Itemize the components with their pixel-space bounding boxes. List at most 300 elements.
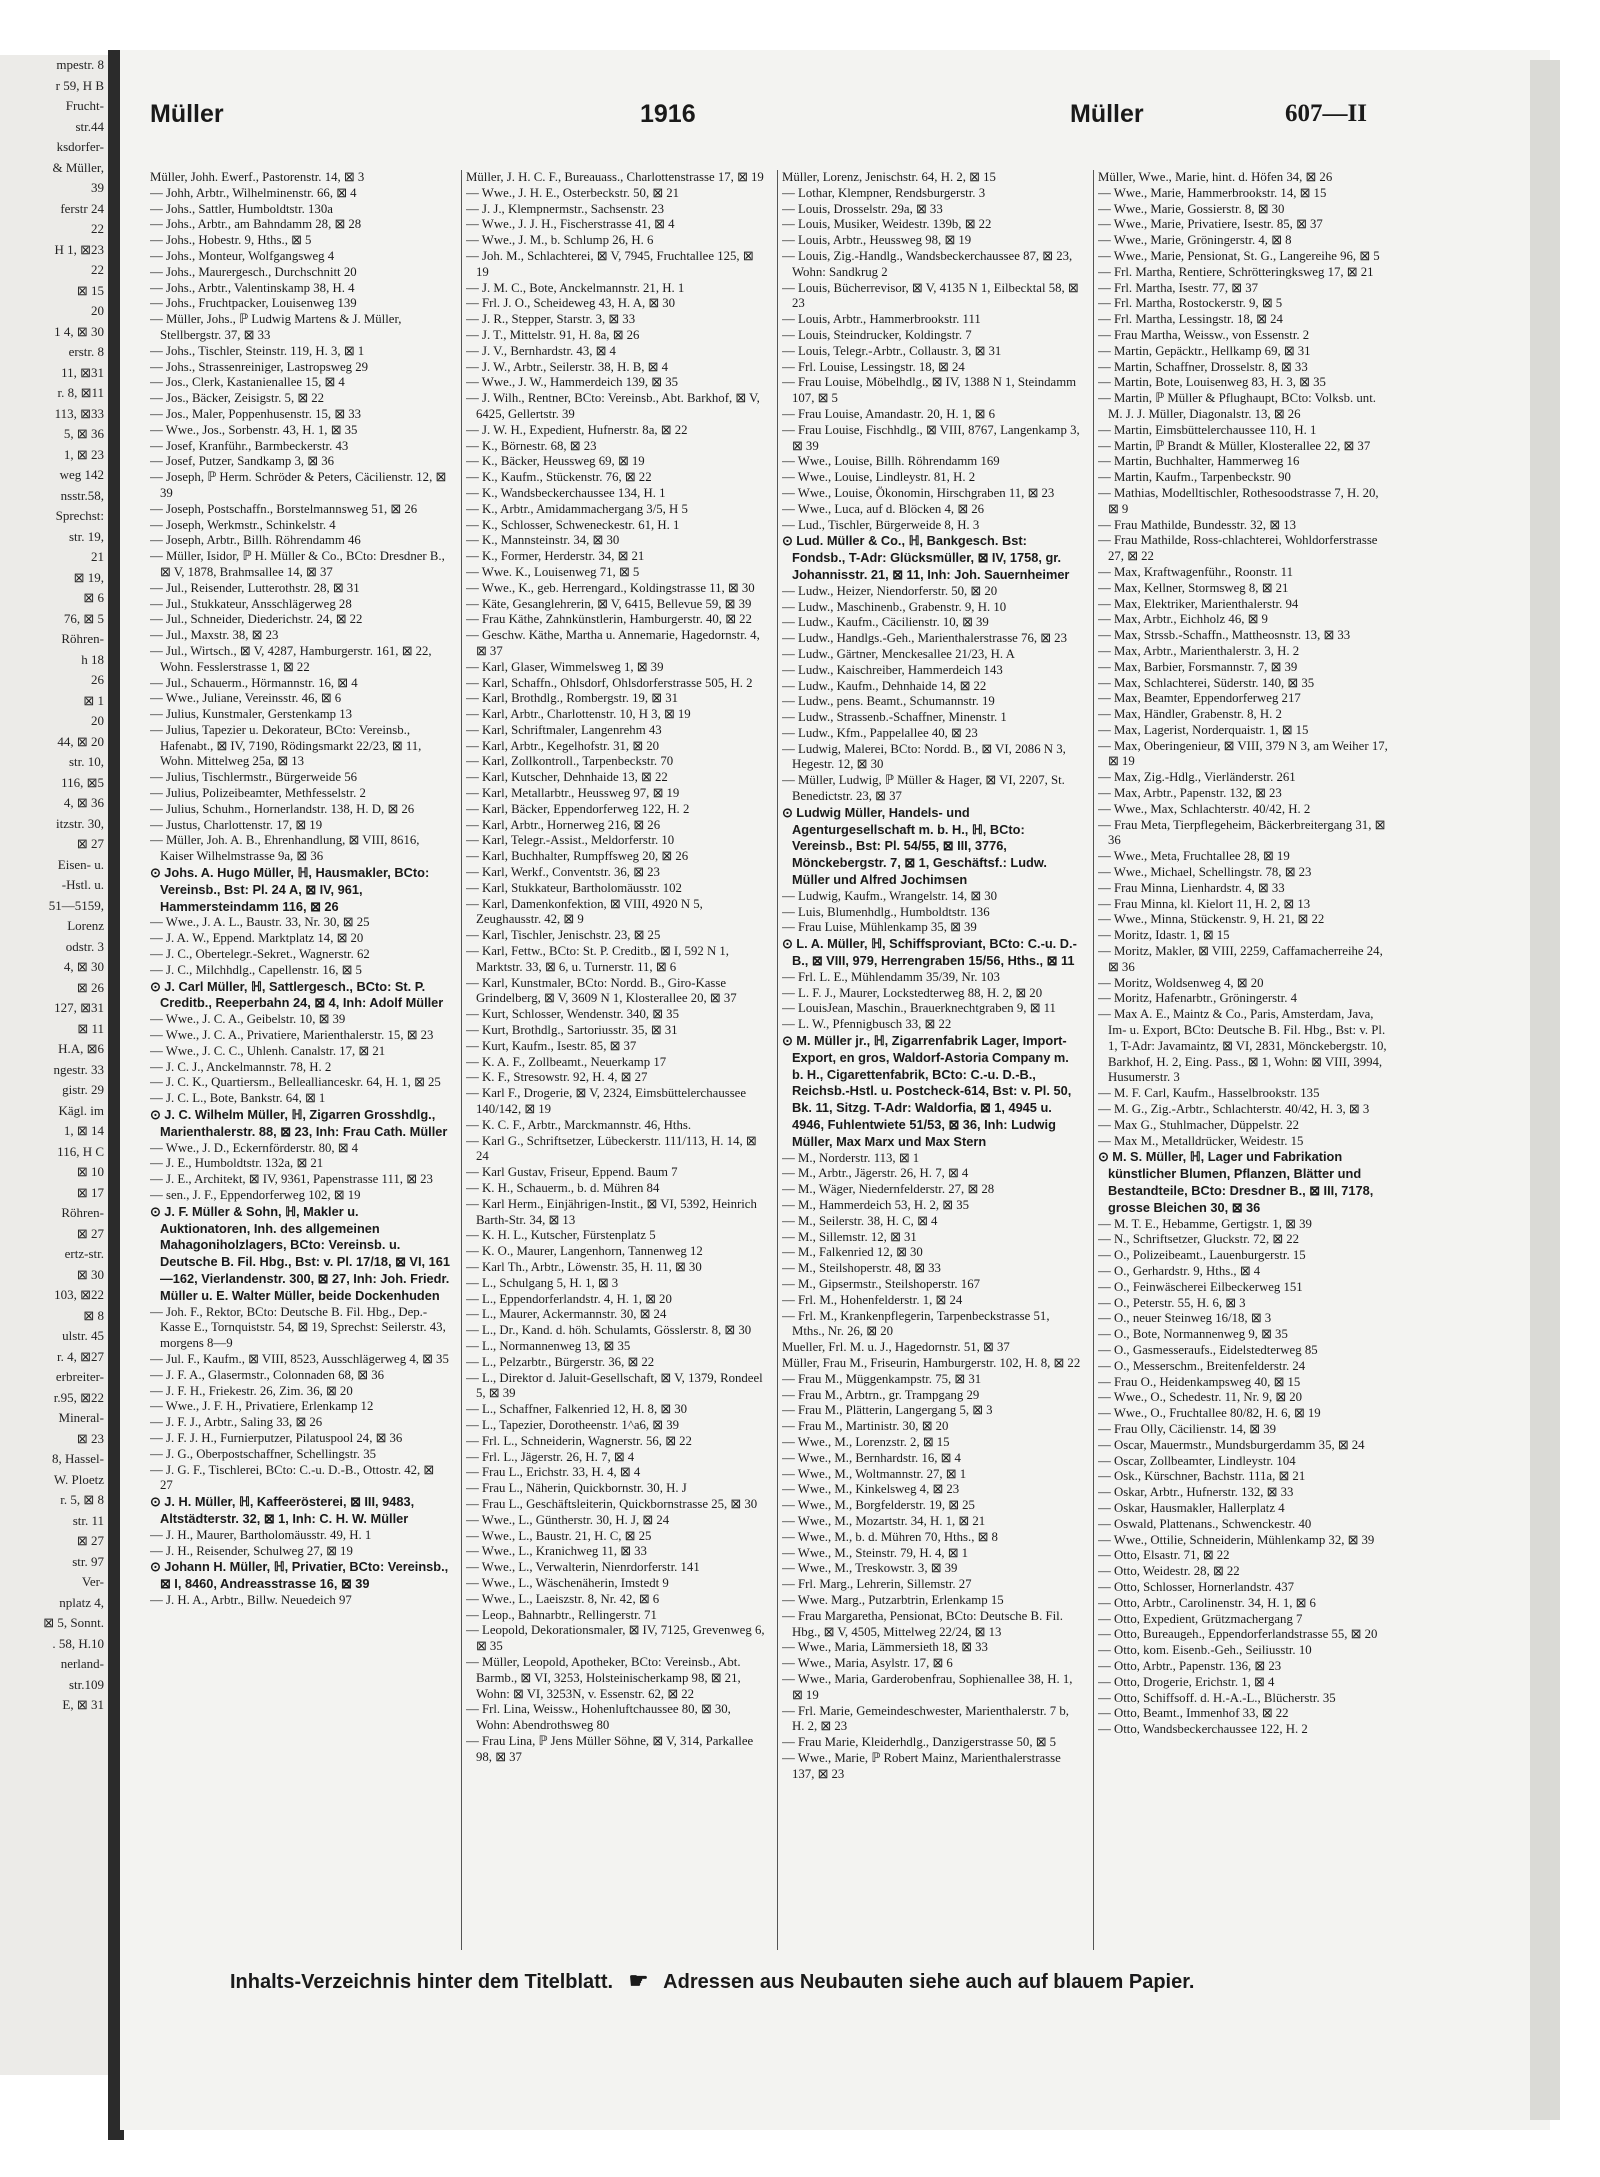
directory-entry: — Wwe., M., Bernhardstr. 16, ⊠ 4: [782, 1450, 961, 1465]
directory-entry: — Frl. Louise, Lessingstr. 18, ⊠ 24: [782, 359, 965, 374]
directory-entry: — Joh. M., Schlachterei, ⊠ V, 7945, Fruchtallee 125, ⊠ 19: [466, 248, 754, 279]
directory-entry: — Julius, Tischlermstr., Bürgerweide 56: [150, 770, 358, 785]
directory-entry: — Wwe., O., Schedestr. 11, Nr. 9, ⊠ 20: [1098, 1390, 1303, 1405]
previous-page-fragment: 1, ⊠ 14: [63, 1123, 104, 1138]
previous-page-fragment: Lorenz: [67, 918, 104, 933]
directory-entry: — Karl, Zollkontroll., Tarpenbeckstr. 70: [466, 754, 674, 769]
directory-entry: — J. W. H., Expedient, Hufnerstr. 8a, ⊠ 22: [466, 422, 688, 437]
directory-entry: — Wwe., Juliane, Vereinsstr. 46, ⊠ 6: [150, 691, 342, 706]
directory-entry: — O., Bote, Normannenweg 9, ⊠ 35: [1098, 1327, 1288, 1342]
directory-entry: — Oskar, Arbtr., Hufnerstr. 132, ⊠ 33: [1098, 1485, 1294, 1500]
directory-entry: — Wwe., J. D., Eckernförderstr. 80, ⊠ 4: [150, 1140, 359, 1155]
directory-entry: — Josef, Putzer, Sandkamp 3, ⊠ 36: [150, 454, 335, 469]
directory-entry: — J. G. F., Tischlerei, BCto: C.-u. D.-B., Ottostr. 42, ⊠ 27: [150, 1462, 435, 1493]
previous-page-fragment: Röhren-: [61, 631, 104, 646]
previous-page-fragment: Sprechst:: [55, 508, 104, 523]
directory-entry: — sen., J. F., Eppendorferweg 102, ⊠ 19: [150, 1188, 361, 1202]
directory-entry: — Frau Mathilde, Ross-chlachterei, Wohldorferstrasse 27, ⊠ 22: [1098, 533, 1378, 564]
directory-entry: — Moritz, Makler, ⊠ VIII, 2259, Caffamacherreihe 24, ⊠ 36: [1098, 944, 1383, 974]
directory-entry: — Otto, Elsastr. 71, ⊠ 22: [1098, 1548, 1230, 1563]
column-divider: [461, 170, 462, 1950]
directory-entry: — Louis, Bücherrevisor, ⊠ V, 4135 N 1, Eilbecktal 58, ⊠ 23: [782, 280, 1079, 311]
directory-entry: — Leop., Bahnarbtr., Rellingerstr. 71: [466, 1607, 657, 1622]
directory-entry: — J. W., Arbtr., Seilerstr. 38, H. B, ⊠ 4: [466, 359, 668, 374]
directory-entry: — Karl, Metallarbtr., Heussweg 97, ⊠ 19: [466, 786, 680, 801]
directory-entry: — Josef, Kranführ., Barmbeckerstr. 43: [150, 438, 349, 453]
directory-entry: — Wwe., M., b. d. Mühren 70, Hths., ⊠ 8: [782, 1529, 998, 1544]
directory-entry: — Otto, Weidestr. 28, ⊠ 22: [1098, 1564, 1240, 1579]
directory-entry: — Frau M., Arbtrn., gr. Trampgang 29: [782, 1387, 980, 1402]
previous-page-fragment: nerland-: [60, 1656, 104, 1671]
previous-page-fragment: str. 10,: [68, 754, 104, 769]
directory-entry: — J. R., Stepper, Starstr. 3, ⊠ 33: [466, 312, 636, 327]
previous-page-fragment: 22: [91, 262, 104, 277]
directory-entry: — Frl. Martha, Rentiere, Schrötteringksweg 17, ⊠ 21: [1098, 264, 1374, 279]
directory-entry: ⊙ Ludwig Müller, Handels- und Agenturgesellschaft m. b. H., ℍ, BCto: Vereinsb., Bst: Pl. 54/55, ⊠ III, 3776, Mönckebergstr. 7, ⊠ 1, Geschäftsf.: Ludw. Müller und Alfred Jochimsen: [782, 804, 1047, 888]
directory-entry: — Wwe., Marie, Hammerbrookstr. 14, ⊠ 15: [1098, 185, 1327, 200]
directory-entry: — Frau M., Plätterin, Langergang 5, ⊠ 3: [782, 1403, 993, 1418]
directory-entry: — Frl. Martha, Lessingstr. 18, ⊠ 24: [1098, 312, 1283, 327]
directory-entry: — Frl. L., Schneiderin, Wagnerstr. 56, ⊠ 22: [466, 1433, 692, 1448]
directory-entry: — Wwe., L., Güntherstr. 30, H. J, ⊠ 24: [466, 1512, 670, 1527]
previous-page-fragment: str. 19,: [68, 528, 104, 544]
directory-entry: ⊙ Johann H. Müller, ℍ, Privatier, BCto: Vereinsb., ⊠ I, 8460, Andreasstrasse 16, ⊠ 39: [150, 1559, 449, 1592]
header-page-number: 607—II: [1285, 100, 1367, 127]
directory-entry: — L., Dr., Kand. d. höh. Schulamts, Gösslerstr. 8, ⊠ 30: [466, 1323, 752, 1338]
directory-entry: — O., Gasmesseraufs., Eidelstedterweg 85: [1098, 1342, 1318, 1357]
directory-entry: — Otto, Schlosser, Hornerlandstr. 437: [1098, 1579, 1295, 1594]
previous-page-fragment: str.109: [68, 1676, 104, 1692]
previous-page-fragment: 116, H C: [57, 1143, 104, 1159]
directory-entry: Müller, Frau M., Friseurin, Hamburgerstr. 102, H. 8, ⊠ 22: [782, 1355, 1081, 1370]
directory-entry: — Ludw., Heizer, Niendorferstr. 50, ⊠ 20: [782, 583, 998, 598]
directory-column-1: [150, 170, 450, 1960]
directory-entry: — Max, Strssb.-Schaffn., Mattheosnstr. 13, ⊠ 33: [1098, 628, 1351, 643]
directory-entry: — Müller, Johs., ℙ Ludwig Martens & J. Müller, Stellbergstr. 37, ⊠ 33: [150, 312, 402, 342]
directory-entry: — Frau Luise, Mühlenkamp 35, ⊠ 39: [782, 920, 977, 935]
previous-page-fragment: Röhren-: [61, 1205, 104, 1220]
directory-entry: — K. O., Maurer, Langenhorn, Tannenweg 12: [466, 1244, 703, 1259]
directory-entry: — Max A. E., Maintz & Co., Paris, Amsterdam, Java, Im- u. Export, BCto: Deutsche B. Fil. Hbg., Bst: v. Pl. 1, T-Adr: Javamaintz, ⊠ VI, 2831, Mönckebergstr. 10, Barkhof, H. 2, Eing. Pass., ⊠ 1, Wohn: ⊠ VIII, 3994, Husumerstr. 3: [1098, 1007, 1387, 1085]
directory-entry: — Wwe., Marie, Pensionat, St. G., Langereihe 96, ⊠ 5: [1098, 248, 1380, 263]
directory-entry: — L., Normannenweg 13, ⊠ 35: [466, 1338, 631, 1353]
previous-page-fragment: ⊠ 17: [76, 1184, 104, 1200]
directory-entry: — Wwe., L., Wäschenäherin, Imstedt 9: [466, 1575, 669, 1590]
directory-entry: — M., Gipsermstr., Steilshoperstr. 167: [782, 1276, 980, 1291]
directory-entry: — Frau M., Martinistr. 30, ⊠ 20: [782, 1419, 949, 1434]
previous-page-fragment: 5, ⊠ 36: [63, 426, 104, 441]
directory-entry: — Joseph, Arbtr., Billh. Röhrendamm 46: [150, 533, 361, 548]
previous-page-edge: [0, 55, 108, 2075]
directory-entry: — Frau Marie, Kleiderhdlg., Danzigerstrasse 50, ⊠ 5: [782, 1735, 1057, 1750]
directory-entry: — Karl F., Drogerie, ⊠ V, 2324, Eimsbüttelerchaussee 140/142, ⊠ 19: [466, 1086, 747, 1117]
directory-entry: — Max, Beamter, Eppendorferweg 217: [1098, 691, 1301, 706]
directory-entry: — K., Bäcker, Heussweg 69, ⊠ 19: [466, 454, 645, 469]
directory-entry: — Frau Olly, Cäcilienstr. 14, ⊠ 39: [1098, 1421, 1277, 1436]
previous-page-fragment: ksdorfer-: [56, 139, 104, 154]
directory-entry: — Oscar, Zollbeamter, Lindleystr. 104: [1098, 1453, 1296, 1468]
previous-page-fragment: ⊠ 26: [76, 979, 104, 995]
directory-entry: — Karl, Bäcker, Eppendorferweg 122, H. 2: [466, 801, 690, 816]
directory-entry: — Jos., Maler, Poppenhusenstr. 15, ⊠ 33: [150, 406, 362, 421]
directory-entry: — Karl, Tischler, Jenischstr. 23, ⊠ 25: [466, 928, 661, 943]
previous-page-fragment: W. Ploetz: [53, 1471, 104, 1487]
directory-entry: — Jul., Schneider, Diederichstr. 24, ⊠ 22: [150, 612, 363, 627]
previous-page-fragment: 20: [91, 713, 104, 728]
footer-new-buildings-note: Adressen aus Neubauten siehe auch auf blauem Papier.: [663, 1971, 1195, 1993]
directory-entry: — M. G., Zig.-Arbtr., Schlachterstr. 40/42, H. 3, ⊠ 3: [1098, 1102, 1370, 1117]
page-stack-edge: [1530, 60, 1560, 2120]
header-right-name: Müller: [1070, 100, 1144, 128]
directory-entry: — Wwe., J. M., b. Schlump 26, H. 6: [466, 233, 654, 248]
directory-entry: — Ludw., Handlgs.-Geh., Marienthalerstrasse 76, ⊠ 23: [782, 631, 1067, 646]
previous-page-fragment: ⊠ 10: [76, 1164, 104, 1179]
directory-entry: ⊙ L. A. Müller, ℍ, Schiffsproviant, BCto: C.-u. D.-B., ⊠ VIII, 979, Herrengraben 15/56, Hths., ⊠ 11: [782, 936, 1077, 969]
directory-entry: — Karl, Buchhalter, Rumpffsweg 20, ⊠ 26: [466, 849, 689, 864]
directory-entry: — Ludw., pens. Beamt., Schumannstr. 19: [782, 694, 995, 709]
directory-entry: — Jos., Clerk, Kastanienallee 15, ⊠ 4: [150, 375, 345, 390]
directory-entry: — Wwe., Maria, Lämmersieth 18, ⊠ 33: [782, 1640, 988, 1655]
previous-page-fragment: Kägl. im: [58, 1102, 104, 1118]
directory-entry: — O., Feinwäscherei Eilbeckerweg 151: [1098, 1279, 1303, 1294]
previous-page-fragment: 11, ⊠31: [61, 364, 104, 380]
directory-entry: — Johs., Maurergesch., Durchschnitt 20: [150, 264, 357, 279]
directory-entry: — Wwe., M., Lorenzstr. 2, ⊠ 15: [782, 1434, 950, 1449]
directory-entry: — Max, Schlachterei, Süderstr. 140, ⊠ 35: [1098, 675, 1315, 690]
previous-page-fragment: ferstr 24: [60, 200, 104, 216]
previous-page-fragment: 4, ⊠ 30: [63, 959, 104, 974]
directory-entry: — Frau Minna, kl. Kielort 11, H. 2, ⊠ 13: [1098, 896, 1311, 911]
previous-page-fragment: 8, Hassel-: [52, 1451, 104, 1466]
directory-entry: — Wwe., L., Laeiszstr. 8, Nr. 42, ⊠ 6: [466, 1591, 660, 1606]
directory-entry: — Karl Herm., Einjährigen-Instit., ⊠ VI, 5392, Heinrich Barth-Str. 34, ⊠ 13: [466, 1196, 757, 1227]
directory-entry: — Johs., Monteur, Wolfgangsweg 4: [150, 248, 335, 263]
directory-entry: — Frau Louise, Fischhdlg., ⊠ VIII, 8767, Langenkamp 3, ⊠ 39: [782, 422, 1080, 453]
previous-page-fragment: 39: [91, 180, 104, 195]
directory-entry: — Wwe., Max, Schlachterstr. 40/42, H. 2: [1098, 801, 1311, 816]
previous-page-fragment: . 58, H.10: [52, 1635, 104, 1651]
directory-entry: — Müller, Isidor, ℙ H. Müller & Co., BCto: Dresdner B., ⊠ V, 1878, Brahmsallee 14, ⊠ 37: [150, 549, 445, 579]
directory-entry: ⊙ M. S. Müller, ℍ, Lager und Fabrikation künstlicher Blumen, Pflanzen, Blätter und Bestandteile, BCto: Dresdner B., ⊠ III, 7178, grosse Bleichen 30, ⊠ 36: [1098, 1149, 1374, 1215]
directory-entry: — J. C. L., Bote, Bankstr. 64, ⊠ 1: [150, 1091, 326, 1106]
directory-entry: — Ludw., Gärtner, Menckesallee 21/23, H. A: [782, 646, 1015, 661]
directory-entry: — Louis, Steindrucker, Koldingstr. 7: [782, 327, 972, 342]
directory-entry: Müller, J. H. C. F., Bureauass., Charlottenstrasse 17, ⊠ 19: [466, 170, 764, 184]
directory-entry: — Wwe., J. A. L., Baustr. 33, Nr. 30, ⊠ 25: [150, 915, 370, 930]
directory-entry: ⊙ J. C. Wilhelm Müller, ℍ, Zigarren Grosshdlg., Marienthalerstr. 88, ⊠ 23, Inh: Frau Cath. Müller: [150, 1107, 448, 1139]
directory-entry: — Otto, kom. Eisenb.-Geh., Seiliusstr. 10: [1098, 1643, 1312, 1658]
directory-entry: — Wwe., J. F. H., Privatiere, Erlenkamp 12: [150, 1399, 374, 1414]
directory-entry: — Karl, Kunstmaler, BCto: Nordd. B., Giro-Kasse Grindelberg, ⊠ V, 3609 N 1, Klosterallee 20, ⊠ 37: [466, 975, 737, 1006]
previous-page-fragment: ulstr. 45: [62, 1328, 104, 1343]
directory-entry: — Moritz, Idastr. 1, ⊠ 15: [1098, 928, 1230, 943]
directory-entry: — Johs., Arbtr., am Bahndamm 28, ⊠ 28: [150, 217, 362, 232]
directory-entry: — L., Direktor d. Jaluit-Gesellschaft, ⊠ V, 1379, Rondeel 5, ⊠ 39: [466, 1370, 763, 1401]
directory-entry: — K., Mannsteinstr. 34, ⊠ 30: [466, 533, 620, 548]
header-year: 1916: [640, 100, 696, 128]
directory-entry: — Wwe. K., Louisenweg 71, ⊠ 5: [466, 564, 640, 579]
directory-entry: — Wwe., O., Fruchtallee 80/82, H. 6, ⊠ 19: [1098, 1406, 1321, 1421]
directory-entry: — Johh, Arbtr., Wilhelminenstr. 66, ⊠ 4: [150, 185, 357, 200]
directory-entry: — Johs., Fruchtpacker, Louisenweg 139: [150, 296, 357, 311]
directory-entry: — K., Schlosser, Schweneckestr. 61, H. 1: [466, 517, 680, 532]
directory-entry: — Martin, Gepäcktr., Hellkamp 69, ⊠ 31: [1098, 343, 1311, 358]
directory-entry: — Karl, Werkf., Conventstr. 36, ⊠ 23: [466, 865, 660, 880]
directory-entry: — O., neuer Steinweg 16/18, ⊠ 3: [1098, 1311, 1272, 1326]
directory-entry: — Wwe., Meta, Fruchtallee 28, ⊠ 19: [1098, 849, 1290, 864]
previous-page-fragment: ⊠ 11: [77, 1020, 104, 1036]
directory-entry: — Jul., Maxstr. 38, ⊠ 23: [150, 628, 279, 643]
directory-entry: — Wwe., J. C. A., Geibelstr. 10, ⊠ 39: [150, 1012, 346, 1027]
directory-entry: Müller, Johh. Ewerf., Pastorenstr. 14, ⊠ 3: [150, 170, 365, 184]
directory-entry: — Frau Louise, Möbelhdlg., ⊠ IV, 1388 N 1, Steindamm 107, ⊠ 5: [782, 375, 1077, 406]
directory-entry: — O., Gerhardstr. 9, Hths., ⊠ 4: [1098, 1263, 1261, 1278]
directory-entry: — Joh. F., Rektor, BCto: Deutsche B. Fil. Hbg., Dep.-Kasse E., Tornquiststr. 54, ⊠ 19, Sprechst: Seilerstr. 43, morgens 8—9: [150, 1304, 446, 1351]
previous-page-fragment: ⊠ 19,: [73, 569, 104, 585]
directory-entry: — Max, Lagerist, Norderquaistr. 1, ⊠ 15: [1098, 722, 1309, 737]
directory-entry: — Max, Arbtr., Marienthalerstr. 3, H. 2: [1098, 643, 1300, 658]
directory-entry: — Moritz, Woldsenweg 4, ⊠ 20: [1098, 975, 1264, 990]
directory-entry: — Frau Meta, Tierpflegeheim, Bäckerbreitergang 31, ⊠ 36: [1098, 817, 1386, 848]
directory-entry: ⊙ J. F. Müller & Sohn, ℍ, Makler u. Auktionatoren, Inh. des allgemeinen Mahagoniholzlagers, BCto: Vereinsb. u. Deutsche B. Fil. Hbg., Bst: v. Pl. 17/18, ⊠ VI, 161—162, Vierlandenstr. 300, ⊠ 27, Inh: Joh. Friedr. Müller u. E. Walter Müller, beide Dockenhuden: [150, 1203, 450, 1303]
directory-entry: — J. J., Klempnermstr., Sachsenstr. 23: [466, 201, 664, 216]
directory-entry: — Johs., Tischler, Steinstr. 119, H. 3, ⊠ 1: [150, 343, 365, 358]
directory-entry: — Oswald, Plattenans., Schwenckestr. 40: [1098, 1516, 1312, 1531]
directory-entry: — O., Peterstr. 55, H. 6, ⊠ 3: [1098, 1295, 1246, 1310]
directory-entry: — L. F. J., Maurer, Lockstedterweg 88, H. 2, ⊠ 20: [782, 985, 1043, 1000]
directory-entry: — M., Hammerdeich 53, H. 2, ⊠ 35: [782, 1198, 970, 1212]
directory-entry: Müller, Lorenz, Jenischstr. 64, H. 2, ⊠ 15: [782, 170, 996, 184]
directory-entry: — L., Schaffner, Falkenried 12, H. 8, ⊠ 30: [466, 1402, 688, 1417]
directory-entry: — Otto, Wandsbeckerchaussee 122, H. 2: [1098, 1722, 1308, 1737]
directory-entry: — M., Sillemstr. 12, ⊠ 31: [782, 1229, 917, 1244]
directory-entry: — Ludwig, Malerei, BCto: Nordd. B., ⊠ VI, 2086 N 3, Hegestr. 12, ⊠ 30: [782, 741, 1066, 772]
directory-entry: — Wwe., Minna, Stückenstr. 9, H. 21, ⊠ 22: [1098, 912, 1325, 927]
directory-entry: — Jul., Reisender, Lutterothstr. 28, ⊠ 31: [150, 580, 360, 595]
directory-entry: — J. F. H., Friekestr. 26, Zim. 36, ⊠ 20: [150, 1383, 353, 1398]
header-left-name: Müller: [150, 100, 224, 128]
directory-entry: — Wwe., J. W., Hammerdeich 139, ⊠ 35: [466, 375, 679, 390]
previous-page-fragment: ⊠ 27: [76, 1533, 104, 1548]
previous-page-fragment: 103, ⊠22: [54, 1287, 104, 1302]
directory-entry: — Frl. L., Jägerstr. 26, H. 7, ⊠ 4: [466, 1449, 635, 1464]
directory-entry: — Wwe., Marie, Gröningerstr. 4, ⊠ 8: [1098, 233, 1292, 248]
directory-entry: — Martin, ℙ Brandt & Müller, Klosterallee 22, ⊠ 37: [1098, 438, 1371, 453]
directory-entry: — Karl Th., Arbtr., Löwenstr. 35, H. 11, ⊠ 30: [466, 1259, 702, 1274]
previous-page-fragment: erstr. 8: [68, 344, 104, 359]
directory-column-2: [466, 170, 766, 1960]
directory-entry: — Frl. Marg., Lehrerin, Sillemstr. 27: [782, 1577, 972, 1592]
directory-entry: — M., Wäger, Niedernfelderstr. 27, ⊠ 28: [782, 1182, 995, 1197]
directory-entry: — Johs., Strassenreiniger, Lastropsweg 29: [150, 359, 369, 374]
directory-entry: — Louis, Zig.-Handlg., Wandsbeckerchaussee 87, ⊠ 23, Wohn: Sandkrug 2: [782, 248, 1073, 279]
directory-entry: — L., Tapezier, Dorotheenstr. 1^a6, ⊠ 39: [466, 1417, 680, 1432]
directory-entry: — Frau Minna, Lienhardstr. 4, ⊠ 33: [1098, 880, 1285, 895]
pointing-hand-icon: ☛: [628, 1968, 649, 1993]
directory-entry: — Wwe., Michael, Schellingstr. 78, ⊠ 23: [1098, 865, 1312, 880]
previous-page-fragment: 76, ⊠ 5: [63, 610, 104, 626]
directory-entry: — Joseph, ℙ Herm. Schröder & Peters, Cäcilienstr. 12, ⊠ 39: [150, 470, 447, 500]
previous-page-fragment: 127, ⊠31: [54, 1000, 104, 1015]
directory-entry: — Luis, Blumenhdlg., Humboldtstr. 136: [782, 904, 990, 919]
directory-entry: — Johs., Hobestr. 9, Hths., ⊠ 5: [150, 233, 312, 248]
previous-page-fragment: H 1, ⊠23: [54, 241, 104, 257]
directory-entry: — J. C. J., Anckelmannstr. 78, H. 2: [150, 1059, 332, 1074]
directory-entry: — Wwe., Louise, Lindleystr. 81, H. 2: [782, 470, 976, 485]
directory-entry: — Wwe., Louise, Billh. Röhrendamm 169: [782, 454, 1000, 469]
directory-entry: — Otto, Schiffsoff. d. H.-A.-L., Blücherstr. 35: [1098, 1690, 1336, 1705]
directory-entry: Mueller, Frl. M. u. J., Hagedornstr. 51, ⊠ 37: [782, 1340, 1010, 1355]
directory-entry: — Ludw., Kaischreiber, Hammerdeich 143: [782, 662, 1003, 677]
directory-entry: — Kurt, Schlosser, Wendenstr. 340, ⊠ 35: [466, 1007, 679, 1022]
directory-entry: — Ludwig, Kaufm., Wrangelstr. 14, ⊠ 30: [782, 888, 998, 903]
previous-page-fragment: 44, ⊠ 20: [57, 733, 104, 749]
directory-entry: — Max, Kellner, Stormsweg 8, ⊠ 21: [1098, 580, 1289, 595]
previous-page-fragment: str.44: [75, 118, 104, 134]
directory-entry: — Martin, Kaufm., Tarpenbeckstr. 90: [1098, 470, 1291, 485]
previous-page-fragment: ⊠ 5, Sonnt.: [43, 1615, 104, 1630]
previous-page-fragment: gistr. 29: [62, 1082, 104, 1097]
previous-page-fragment: r 59, H B: [55, 77, 104, 93]
directory-entry: — L., Eppendorferlandstr. 4, H. 1, ⊠ 20: [466, 1291, 672, 1306]
column-divider: [777, 170, 778, 1950]
directory-entry: — Frl. J. O., Scheideweg 43, H. A, ⊠ 30: [466, 296, 676, 311]
previous-page-fragment: Eisen- u.: [57, 856, 104, 872]
directory-entry: — Max, Händler, Grabenstr. 8, H. 2: [1098, 707, 1282, 722]
directory-entry: — Johs., Sattler, Humboldtstr. 130a: [150, 201, 333, 216]
previous-page-fragment: h 18: [81, 651, 104, 667]
directory-entry: — Otto, Arbtr., Carolinenstr. 34, H. 1, ⊠ 6: [1098, 1595, 1316, 1610]
directory-entry: — Frau Käthe, Zahnkünstlerin, Hamburgerstr. 40, ⊠ 22: [466, 612, 752, 627]
directory-entry: — Frl. M., Hohenfelderstr. 1, ⊠ 24: [782, 1292, 963, 1307]
directory-entry: — Ludw., Kfm., Pappelallee 40, ⊠ 23: [782, 725, 978, 740]
directory-entry: — Geschw. Käthe, Martha u. Annemarie, Hagedornstr. 4, ⊠ 37: [466, 628, 760, 658]
directory-entry: — Julius, Tapezier u. Dekorateur, BCto: Vereinsb., Hafenabt., ⊠ IV, 7190, Rödingsmarkt 22/23, ⊠ 11, Wohn. Mittelweg 25a, ⊠ 13: [150, 722, 422, 769]
directory-entry: — L., Schulgang 5, H. 1, ⊠ 3: [466, 1275, 619, 1290]
directory-entry: — Osk., Kürschner, Bachstr. 111a, ⊠ 21: [1098, 1469, 1306, 1484]
previous-page-fragment: odstr. 3: [65, 938, 104, 954]
directory-entry: — Karl, Schriftmaler, Langenrehm 43: [466, 722, 662, 737]
directory-entry: — Karl, Telegr.-Assist., Meldorferstr. 10: [466, 833, 675, 848]
directory-entry: — Wwe., Luca, auf d. Blöcken 4, ⊠ 26: [782, 501, 985, 516]
directory-entry: — Frl. Martha, Isestr. 77, ⊠ 37: [1098, 280, 1259, 295]
directory-entry: — Max G., Stuhlmacher, Düppelstr. 22: [1098, 1117, 1300, 1132]
directory-entry: — Frau L., Näherin, Quickbornstr. 30, H. J: [466, 1481, 687, 1496]
directory-entry: ⊙ Johs. A. Hugo Müller, ℍ, Hausmakler, BCto: Vereinsb., Bst: Pl. 24 A, ⊠ IV, 961, Hammersteindamm 116, ⊠ 26: [150, 865, 430, 914]
directory-entry: — Martin, ℙ Müller & Pflughaupt, BCto: Volksb. unt. M. J. J. Müller, Diagonalstr. 13, ⊠ 26: [1098, 391, 1376, 421]
previous-page-fragment: ⊠ 30: [76, 1266, 104, 1282]
directory-entry: — Frau L., Erichstr. 33, H. 4, ⊠ 4: [466, 1465, 641, 1480]
previous-page-fragment: nsstr.58,: [60, 487, 104, 503]
directory-entry: — Otto, Beamt., Immenhof 33, ⊠ 22: [1098, 1706, 1289, 1721]
directory-entry: — Wwe., Jos., Sorbenstr. 43, H. 1, ⊠ 35: [150, 422, 358, 437]
directory-entry: — Karl Gustav, Friseur, Eppend. Baum 7: [466, 1165, 678, 1180]
directory-entry: — Louis, Telegr.-Arbtr., Collaustr. 3, ⊠ 31: [782, 343, 1002, 358]
directory-entry: — K., Former, Herderstr. 34, ⊠ 21: [466, 549, 645, 564]
directory-entry: — Max, Arbtr., Eichholz 46, ⊠ 9: [1098, 612, 1268, 627]
previous-page-fragment: 51—5159,: [48, 897, 104, 913]
directory-entry: — Kurt, Kaufm., Isestr. 85, ⊠ 37: [466, 1038, 637, 1053]
directory-entry: — J. G., Oberpostschaffner, Schellingstr. 35: [150, 1446, 377, 1461]
directory-entry: — J. H. A., Arbtr., Billw. Neuedeich 97: [150, 1592, 352, 1607]
directory-entry: — Frau Martha, Weissw., von Essenstr. 2: [1098, 327, 1310, 342]
directory-entry: — J. C., Obertelegr.-Sekret., Wagnerstr. 62: [150, 947, 370, 962]
previous-page-fragment: Ver-: [81, 1574, 104, 1589]
directory-entry: — J. C. K., Quartiersm., Belleallianceskr. 64, H. 1, ⊠ 25: [150, 1075, 441, 1090]
directory-entry: — Wwe., Maria, Asylstr. 17, ⊠ 6: [782, 1656, 953, 1671]
directory-entry: — K. H. L., Kutscher, Fürstenplatz 5: [466, 1228, 656, 1243]
directory-entry: — Mathias, Modelltischler, Rothesoodstrasse 7, H. 20, ⊠ 9: [1098, 485, 1379, 516]
previous-page-fragment: ⊠ 8: [83, 1307, 104, 1323]
directory-entry: — J. H., Reisender, Schulweg 27, ⊠ 19: [150, 1543, 353, 1558]
directory-entry: — M., Arbtr., Jägerstr. 26, H. 7, ⊠ 4: [782, 1166, 969, 1181]
directory-entry: — L., Pelzarbtr., Bürgerstr. 36, ⊠ 22: [466, 1354, 655, 1369]
directory-entry: — Wwe., J. C. C., Uhlenh. Canalstr. 17, ⊠ 21: [150, 1043, 386, 1058]
directory-entry: — K., Wandsbeckerchaussee 134, H. 1: [466, 485, 666, 500]
directory-entry: — Frau O., Heidenkampsweg 40, ⊠ 15: [1098, 1374, 1301, 1389]
directory-entry: — Karl, Arbtr., Charlottenstr. 10, H 3, ⊠ 19: [466, 707, 691, 722]
previous-page-fragment: 20: [91, 303, 104, 318]
directory-entry: — Wwe. Marg., Putzarbtrin, Erlenkamp 15: [782, 1592, 1004, 1607]
previous-page-fragment: 26: [91, 672, 104, 687]
directory-entry: — Frau M., Müggenkampstr. 75, ⊠ 31: [782, 1371, 982, 1386]
directory-entry: ⊙ M. Müller jr., ℍ, Zigarrenfabrik Lager, Import-Export, en gros, Waldorf-Astoria Company m. b. H., Cigarettenfabrik, BCto: C.-u. D.-B., Reichsb.-Hstl. u. Postcheck-614, Bst: v. Pl. 50, Bk. 11, Sitzg. T-Adr: Waldorfia, ⊠ 1, 4945 u. 4946, Fuhlentwiete 51/53, ⊠ 36, Inh: Ludwig Müller, Max Marx und Max Stern: [782, 1033, 1072, 1149]
directory-entry: — Max, Arbtr., Papenstr. 132, ⊠ 23: [1098, 786, 1282, 801]
previous-page-fragment: 116, ⊠5: [61, 774, 104, 790]
directory-entry: — Frl. M., Krankenpflegerin, Tarpenbeckstrasse 51, Mths., Nr. 26, ⊠ 20: [782, 1308, 1050, 1339]
page-header: [150, 100, 1380, 136]
directory-entry: — K., Börnestr. 68, ⊠ 23: [466, 438, 597, 453]
directory-entry: — Louis, Arbtr., Hammerbrookstr. 111: [782, 312, 981, 327]
directory-entry: — Max, Zig.-Hdlg., Vierländerstr. 261: [1098, 770, 1296, 785]
directory-entry: ⊙ Lud. Müller & Co., ℍ, Bankgesch. Bst: Fondsb., T-Adr: Glücksmüller, ⊠ IV, 1758, gr. Johannisstr. 21, ⊠ 11, Inh: Joh. Sauernheimer: [782, 533, 1070, 582]
directory-entry: — K. F., Stresowstr. 92, H. 4, ⊠ 27: [466, 1070, 648, 1085]
directory-entry: — Wwe., Marie, Privatiere, Isestr. 85, ⊠ 37: [1098, 217, 1323, 232]
previous-page-fragment: str. 11: [72, 1512, 104, 1528]
directory-entry: — O., Messerschm., Breitenfelderstr. 24: [1098, 1358, 1306, 1373]
directory-entry: — J. M. C., Bote, Anckelmannstr. 21, H. 1: [466, 280, 685, 295]
directory-entry: — Johs., Arbtr., Valentinskamp 38, H. 4: [150, 280, 355, 295]
directory-entry: — Jul., Schauerm., Hörmannstr. 16, ⊠ 4: [150, 675, 358, 690]
directory-entry: — Joseph, Werkmstr., Schinkelstr. 4: [150, 517, 336, 532]
directory-entry: — M. T. E., Hebamme, Gertigstr. 1, ⊠ 39: [1098, 1216, 1312, 1231]
previous-page-fragment: 113, ⊠33: [54, 405, 104, 421]
directory-entry: — N., Schriftsetzer, Gluckstr. 72, ⊠ 22: [1098, 1232, 1300, 1247]
directory-entry: — J. C., Milchhdlg., Capellenstr. 16, ⊠ 5: [150, 962, 362, 977]
directory-entry: — Frl. Lina, Weissw., Hohenluftchaussee 80, ⊠ 30, Wohn: Abendrothsweg 80: [466, 1702, 731, 1733]
previous-page-fragment: 21: [91, 549, 104, 564]
directory-entry: — Wwe., J. H. E., Osterbeckstr. 50, ⊠ 21: [466, 185, 680, 200]
directory-entry: — J. Wilh., Rentner, BCto: Vereinsb., Abt. Barkhof, ⊠ V, 6425, Gellertstr. 39: [466, 391, 760, 421]
previous-page-fragment: weg 142: [59, 467, 104, 482]
directory-entry: — Martin, Schaffner, Drosselstr. 8, ⊠ 33: [1098, 359, 1308, 374]
directory-entry: — Frau Lina, ℙ Jens Müller Söhne, ⊠ V, 314, Parkallee 98, ⊠ 37: [466, 1733, 754, 1764]
directory-entry: — Oscar, Mauermstr., Mundsburgerdamm 35, ⊠ 24: [1098, 1437, 1365, 1452]
directory-entry: — Jul., Wirtsch., ⊠ V, 4287, Hamburgerstr. 161, ⊠ 22, Wohn. Fesslerstrasse 1, ⊠ 22: [150, 643, 432, 674]
directory-entry: — Karl G., Schriftsetzer, Lübeckerstr. 111/113, H. 14, ⊠ 24: [466, 1133, 757, 1164]
previous-page-fragment: 1 4, ⊠ 30: [54, 323, 104, 339]
directory-entry: — M., Steilshoperstr. 48, ⊠ 33: [782, 1261, 941, 1276]
directory-entry: — Moritz, Hafenarbtr., Gröningerstr. 4: [1098, 991, 1298, 1006]
directory-entry: — Kurt, Brothdlg., Sartoriusstr. 35, ⊠ 31: [466, 1023, 678, 1038]
previous-page-fragment: str. 97: [72, 1553, 104, 1569]
previous-page-fragment: ngestr. 33: [53, 1061, 104, 1077]
directory-entry: — K. H., Schauerm., b. d. Mühren 84: [466, 1181, 660, 1195]
directory-entry: — Frau Louise, Amandastr. 20, H. 1, ⊠ 6: [782, 406, 995, 421]
directory-entry: — J. F. J. H., Furnierputzer, Pilatuspool 24, ⊠ 36: [150, 1430, 403, 1445]
directory-entry: — J. F. A., Glasermstr., Colonnaden 68, ⊠ 36: [150, 1367, 384, 1382]
directory-entry: — J. F. J., Arbtr., Saling 33, ⊠ 26: [150, 1415, 323, 1430]
